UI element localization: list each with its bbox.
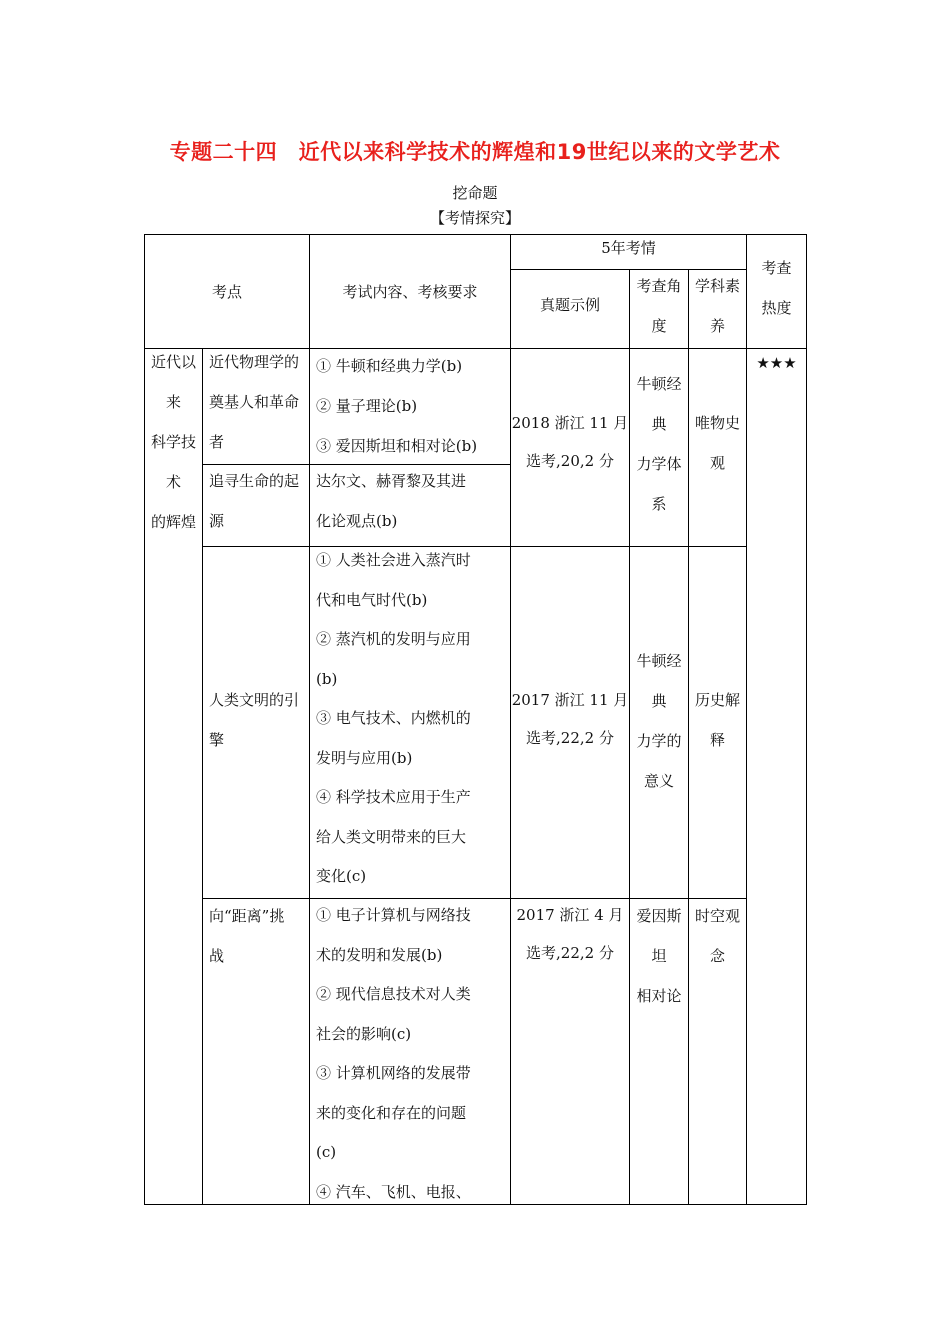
- page-title: 专题二十四 近代以来科学技术的辉煌和19世纪以来的文学艺术: [169, 140, 781, 164]
- subtopic-distance: 向“距离”挑 战: [209, 907, 285, 965]
- content-distance: ① 电子计算机与网络技 术的发明和发展(b) ② 现代信息技术对人类 社会的影响(c) ③ 计算机网络的发展带 来的变化和存在的问题 (c) ④ 汽车、飞机、电报、: [316, 906, 471, 1201]
- exam-literacy-2017-nov: 历史解 释: [694, 691, 740, 749]
- content-engine: ① 人类社会进入蒸汽时 代和电气时代(b) ② 蒸汽机的发明与应用 (b) ③ 电气技术、内燃机的 发明与应用(b) ④ 科学技术应用于生产 给人类文明带来的巨大 变化(c): [316, 551, 471, 885]
- header-content: 考试内容、考核要求: [342, 283, 478, 301]
- exam-example-2017-nov: 2017 浙江 11 月 选考,22,2 分: [511, 691, 629, 747]
- exam-angle-2018: 牛顿经 典 力学体 系: [636, 375, 682, 513]
- subtopic-physics: 近代物理学的 奠基人和革命 者: [209, 353, 300, 451]
- header-kaodian: 考点: [211, 283, 242, 301]
- subtopic-engine: 人类文明的引 擎: [209, 691, 300, 749]
- heat-stars: ★★★: [756, 354, 797, 372]
- subtitle: 挖命题: [452, 184, 498, 202]
- exam-literacy-2018: 唯物史 观: [694, 414, 740, 472]
- subtopic-origin-of-life: 追寻生命的起 源: [209, 472, 300, 530]
- exam-example-2017-apr: 2017 浙江 4 月 选考,22,2 分: [516, 906, 624, 962]
- header-heat: 考查 热度: [761, 259, 792, 317]
- exam-angle-2017-nov: 牛顿经 典 力学的 意义: [636, 652, 682, 790]
- exam-literacy-2017-apr: 时空观 念: [694, 907, 740, 965]
- header-literacy: 学科素 养: [694, 277, 740, 335]
- section-heading: 【考情探究】: [429, 209, 520, 227]
- exam-example-2018: 2018 浙江 11 月 选考,20,2 分: [511, 414, 629, 470]
- content-origin-of-life: 达尔文、赫胥黎及其进 化论观点(b): [316, 472, 467, 530]
- header-example: 真题示例: [539, 296, 600, 314]
- topic-cell: 近代以 来 科学技 术 的辉煌: [150, 353, 196, 531]
- header-five-years: 5年考情: [601, 239, 656, 257]
- content-physics: ① 牛顿和经典力学(b) ② 量子理论(b) ③ 爱因斯坦和相对论(b): [316, 357, 478, 455]
- header-angle: 考查角 度: [636, 277, 682, 335]
- exam-angle-2017-apr: 爱因斯 坦 相对论: [636, 907, 682, 1005]
